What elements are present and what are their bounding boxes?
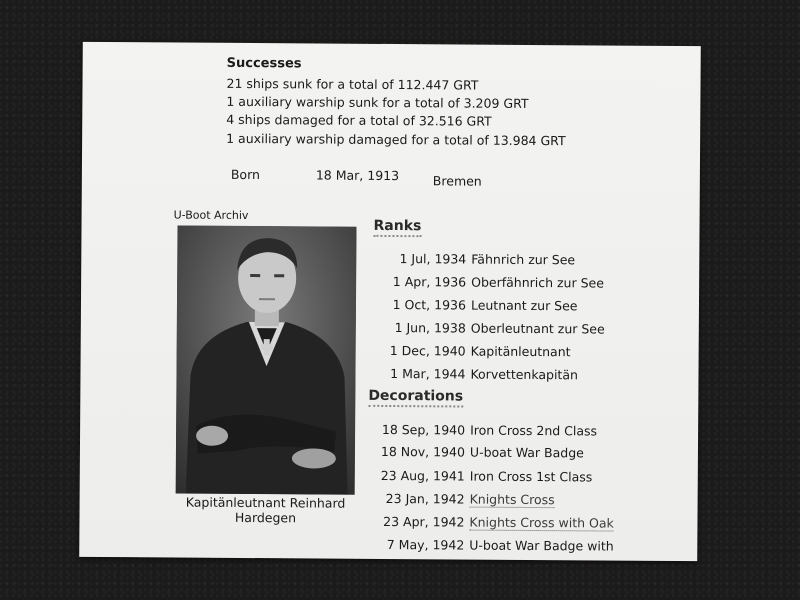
rank-title: Korvettenkapitän (470, 366, 578, 383)
photo-credit: U-Boot Archiv (173, 208, 249, 223)
rank-row (331, 297, 681, 314)
rank-date: 1 Jun, 1938 (394, 320, 466, 336)
knights-cross-oak-link[interactable]: Knights Cross with Oak (469, 514, 614, 531)
rank-title: Kapitänleutnant (470, 343, 571, 360)
decoration-row (330, 491, 680, 509)
document-page (79, 42, 701, 561)
decoration-row (329, 537, 679, 554)
rank-row (331, 343, 681, 360)
decoration-row (329, 514, 679, 532)
rank-title: Leutnant zur See (470, 297, 578, 314)
knights-cross-link[interactable]: Knights Cross (469, 491, 555, 508)
rank-date: 1 Oct, 1936 (392, 297, 467, 313)
decorations-heading: Decorations (368, 388, 463, 408)
decoration-row (330, 444, 680, 461)
rank-title: Oberleutnant zur See (470, 320, 605, 337)
decoration-date: 18 Nov, 1940 (380, 443, 466, 460)
born-date: 18 Mar, 1913 (315, 167, 400, 184)
decoration-row (330, 422, 680, 439)
decoration-date: 23 Aug, 1941 (380, 467, 465, 484)
rank-date: 1 Apr, 1936 (392, 274, 467, 290)
rank-date: 1 Jul, 1934 (399, 251, 467, 267)
decoration-title: Iron Cross 2nd Class (470, 422, 598, 439)
rank-title: Fähnrich zur See (471, 251, 576, 268)
photo-caption: Kapitänleutnant Reinhard Hardegen (185, 494, 346, 526)
successes-line: 1 auxiliary warship sunk for a total of 3.209 GRT (226, 93, 529, 111)
decoration-title: U-boat War Badge (469, 444, 584, 461)
rank-row (330, 366, 680, 383)
successes-line: 4 ships damaged for a total of 32.516 GRT (226, 111, 492, 129)
successes-line: 1 auxiliary warship damaged for a total of 13.984 GRT (226, 130, 566, 149)
decoration-date: 7 May, 1942 (386, 536, 465, 553)
born-label: Born (230, 166, 261, 183)
rank-date: 1 Dec, 1940 (389, 342, 466, 359)
rank-title: Oberfähnrich zur See (471, 274, 604, 291)
rank-row (331, 320, 681, 337)
decoration-title: U-boat War Badge with (469, 537, 614, 554)
decoration-row (330, 468, 680, 485)
successes-line: 21 ships sunk for a total of 112.447 GRT (226, 75, 479, 93)
rank-row (331, 274, 681, 291)
decoration-date: 23 Jan, 1942 (385, 490, 465, 507)
born-place: Bremen (432, 173, 482, 189)
decoration-date: 18 Sep, 1940 (381, 421, 466, 438)
decoration-date: 23 Apr, 1942 (383, 513, 465, 530)
rank-row (331, 251, 681, 268)
ranks-heading: Ranks (373, 218, 421, 237)
decoration-title: Iron Cross 1st Class (469, 468, 593, 485)
rank-date: 1 Mar, 1944 (390, 366, 466, 382)
successes-title: Successes (226, 55, 302, 72)
